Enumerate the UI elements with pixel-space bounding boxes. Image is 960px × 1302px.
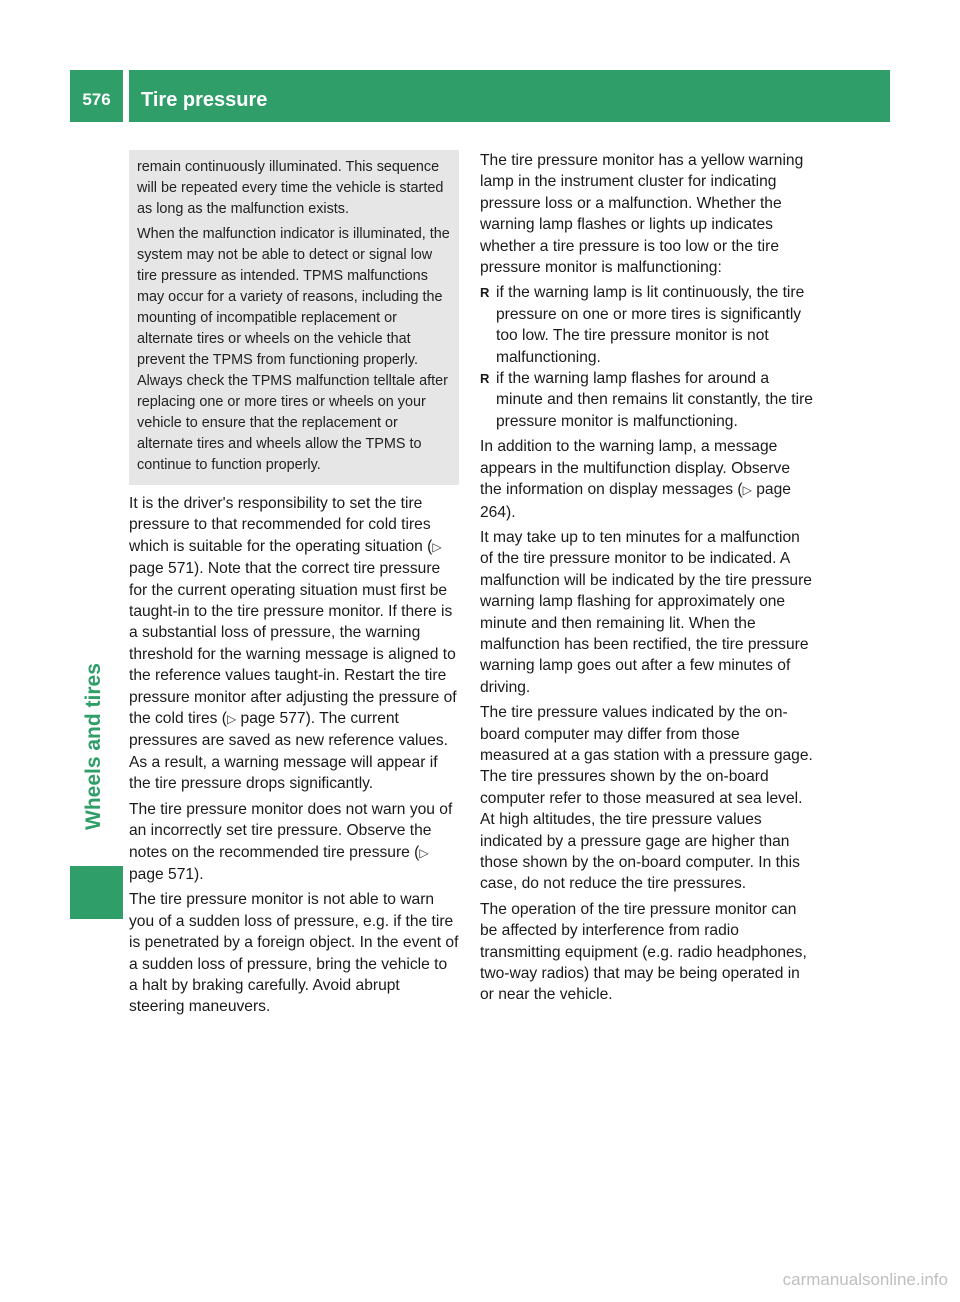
list-item: R if the warning lamp is lit continuously, the tire pressure on one or more tires is significantly too low. The tire pressure monitor is not malfunctioning.	[480, 284, 805, 366]
bullet-list	[480, 282, 813, 432]
page-ref-arrow-icon: ▷	[432, 539, 442, 554]
notice-paragraph: When the malfunction indicator is illuminated, the system may not be able to detect or signal low tire pressure as intended. TPMS malfunctions may occur for a variety of reasons, including the mounting of incompatible replacement or alternate tires or wheels on the vehicle that prevent the TPMS from functioning properly. Always check the TPMS malfunction telltale after replacing one or more tires or wheels on your vehicle to ensure that the replacement or alternate tires and wheels allow the TPMS to continue to function properly.	[137, 226, 450, 473]
page-reference-link[interactable]: page 264	[480, 481, 791, 521]
page-reference-link[interactable]: page 571	[129, 560, 195, 578]
body-paragraph: The tire pressure monitor is not able to warn you of a sudden loss of pressure, e.g. if the tire is penetrated by a foreign object. In the event of a sudden loss of pressure, bring the vehicle to a halt by braking carefully. Avoid abrupt steering maneuvers.	[129, 891, 459, 1016]
watermark: carmanualsonline.info	[782, 1270, 948, 1289]
body-paragraph: The tire pressure values indicated by the on-board computer may differ from those measured at a gas station with a pressure gage. The tire pressures shown by the on-board computer refer to those measured at sea level. At high altitudes, the tire pressure values indicated by a pressure gage are higher than those shown by the on-board computer. In this case, do not reduce the tire pressures.	[480, 704, 813, 893]
page-reference-link[interactable]: page 571	[129, 865, 195, 883]
body-paragraph: In addition to the warning lamp, a message appears in the multifunction display. Observe the information on display messages (▷ page 264).	[480, 438, 791, 521]
bullet-icon: R	[480, 285, 490, 301]
bullet-icon: R	[480, 371, 490, 387]
page-ref-arrow-icon: ▷	[419, 845, 429, 860]
body-paragraph: The operation of the tire pressure monitor can be affected by interference from radio transmitting equipment (e.g. radio headphones, two-way radios) that may be being operated in or near the vehicle.	[480, 900, 807, 1004]
notice-box	[129, 150, 459, 485]
body-paragraph: The tire pressure monitor does not warn you of an incorrectly set tire pressure. Observe the notes on the recommended tire pressure (▷ page 571).	[129, 800, 453, 883]
side-tab-marker	[70, 866, 123, 919]
right-column	[480, 150, 813, 1010]
body-paragraph: It may take up to ten minutes for a malfunction of the tire pressure monitor to be indicated. A malfunction will be indicated by the tire pressure warning lamp flashing for approximately one minute and then remaining lit. When the malfunction has been rectified, the tire pressure warning lamp goes out after a few minutes of driving.	[480, 528, 812, 696]
page-reference-link[interactable]: page 577	[240, 710, 306, 728]
list-item: R if the warning lamp flashes for around a minute and then remains lit constantly, the tire pressure monitor is malfunctioning.	[480, 370, 813, 430]
page-ref-arrow-icon: ▷	[226, 712, 237, 727]
body-paragraph: The tire pressure monitor has a yellow warning lamp in the instrument cluster for indicating pressure loss or a malfunction. Whether the warning lamp flashes or lights up indicates whether a tire pressure is too low or the tire pressure monitor is malfunctioning:	[480, 152, 804, 277]
body-paragraph: It is the driver's responsibility to set the tire pressure to that recommended for cold tires which is suitable for the operating situation (▷ page 571). Note that the correct tire pressure for the current operating situation must first be taught-in to the tire pressure monitor. If there is a substantial loss of pressure, the warning threshold for the warning message is aligned to the reference values taught-in. Restart the tire pressure monitor after adjusting the pressure of the cold tires (▷ page 577). The current pressures are saved as new reference values. As a result, a warning message will appear if the tire pressure drops significantly.	[129, 495, 457, 793]
page-number: 576	[82, 90, 111, 109]
left-column	[129, 150, 459, 1022]
notice-paragraph: remain continuously illuminated. This sequence will be repeated every time the vehicle is started as long as the malfunction exists.	[137, 159, 444, 217]
page-title: Tire pressure	[141, 89, 268, 111]
page-ref-arrow-icon: ▷	[742, 483, 752, 498]
side-tab-label: Wheels and tires	[82, 663, 105, 830]
